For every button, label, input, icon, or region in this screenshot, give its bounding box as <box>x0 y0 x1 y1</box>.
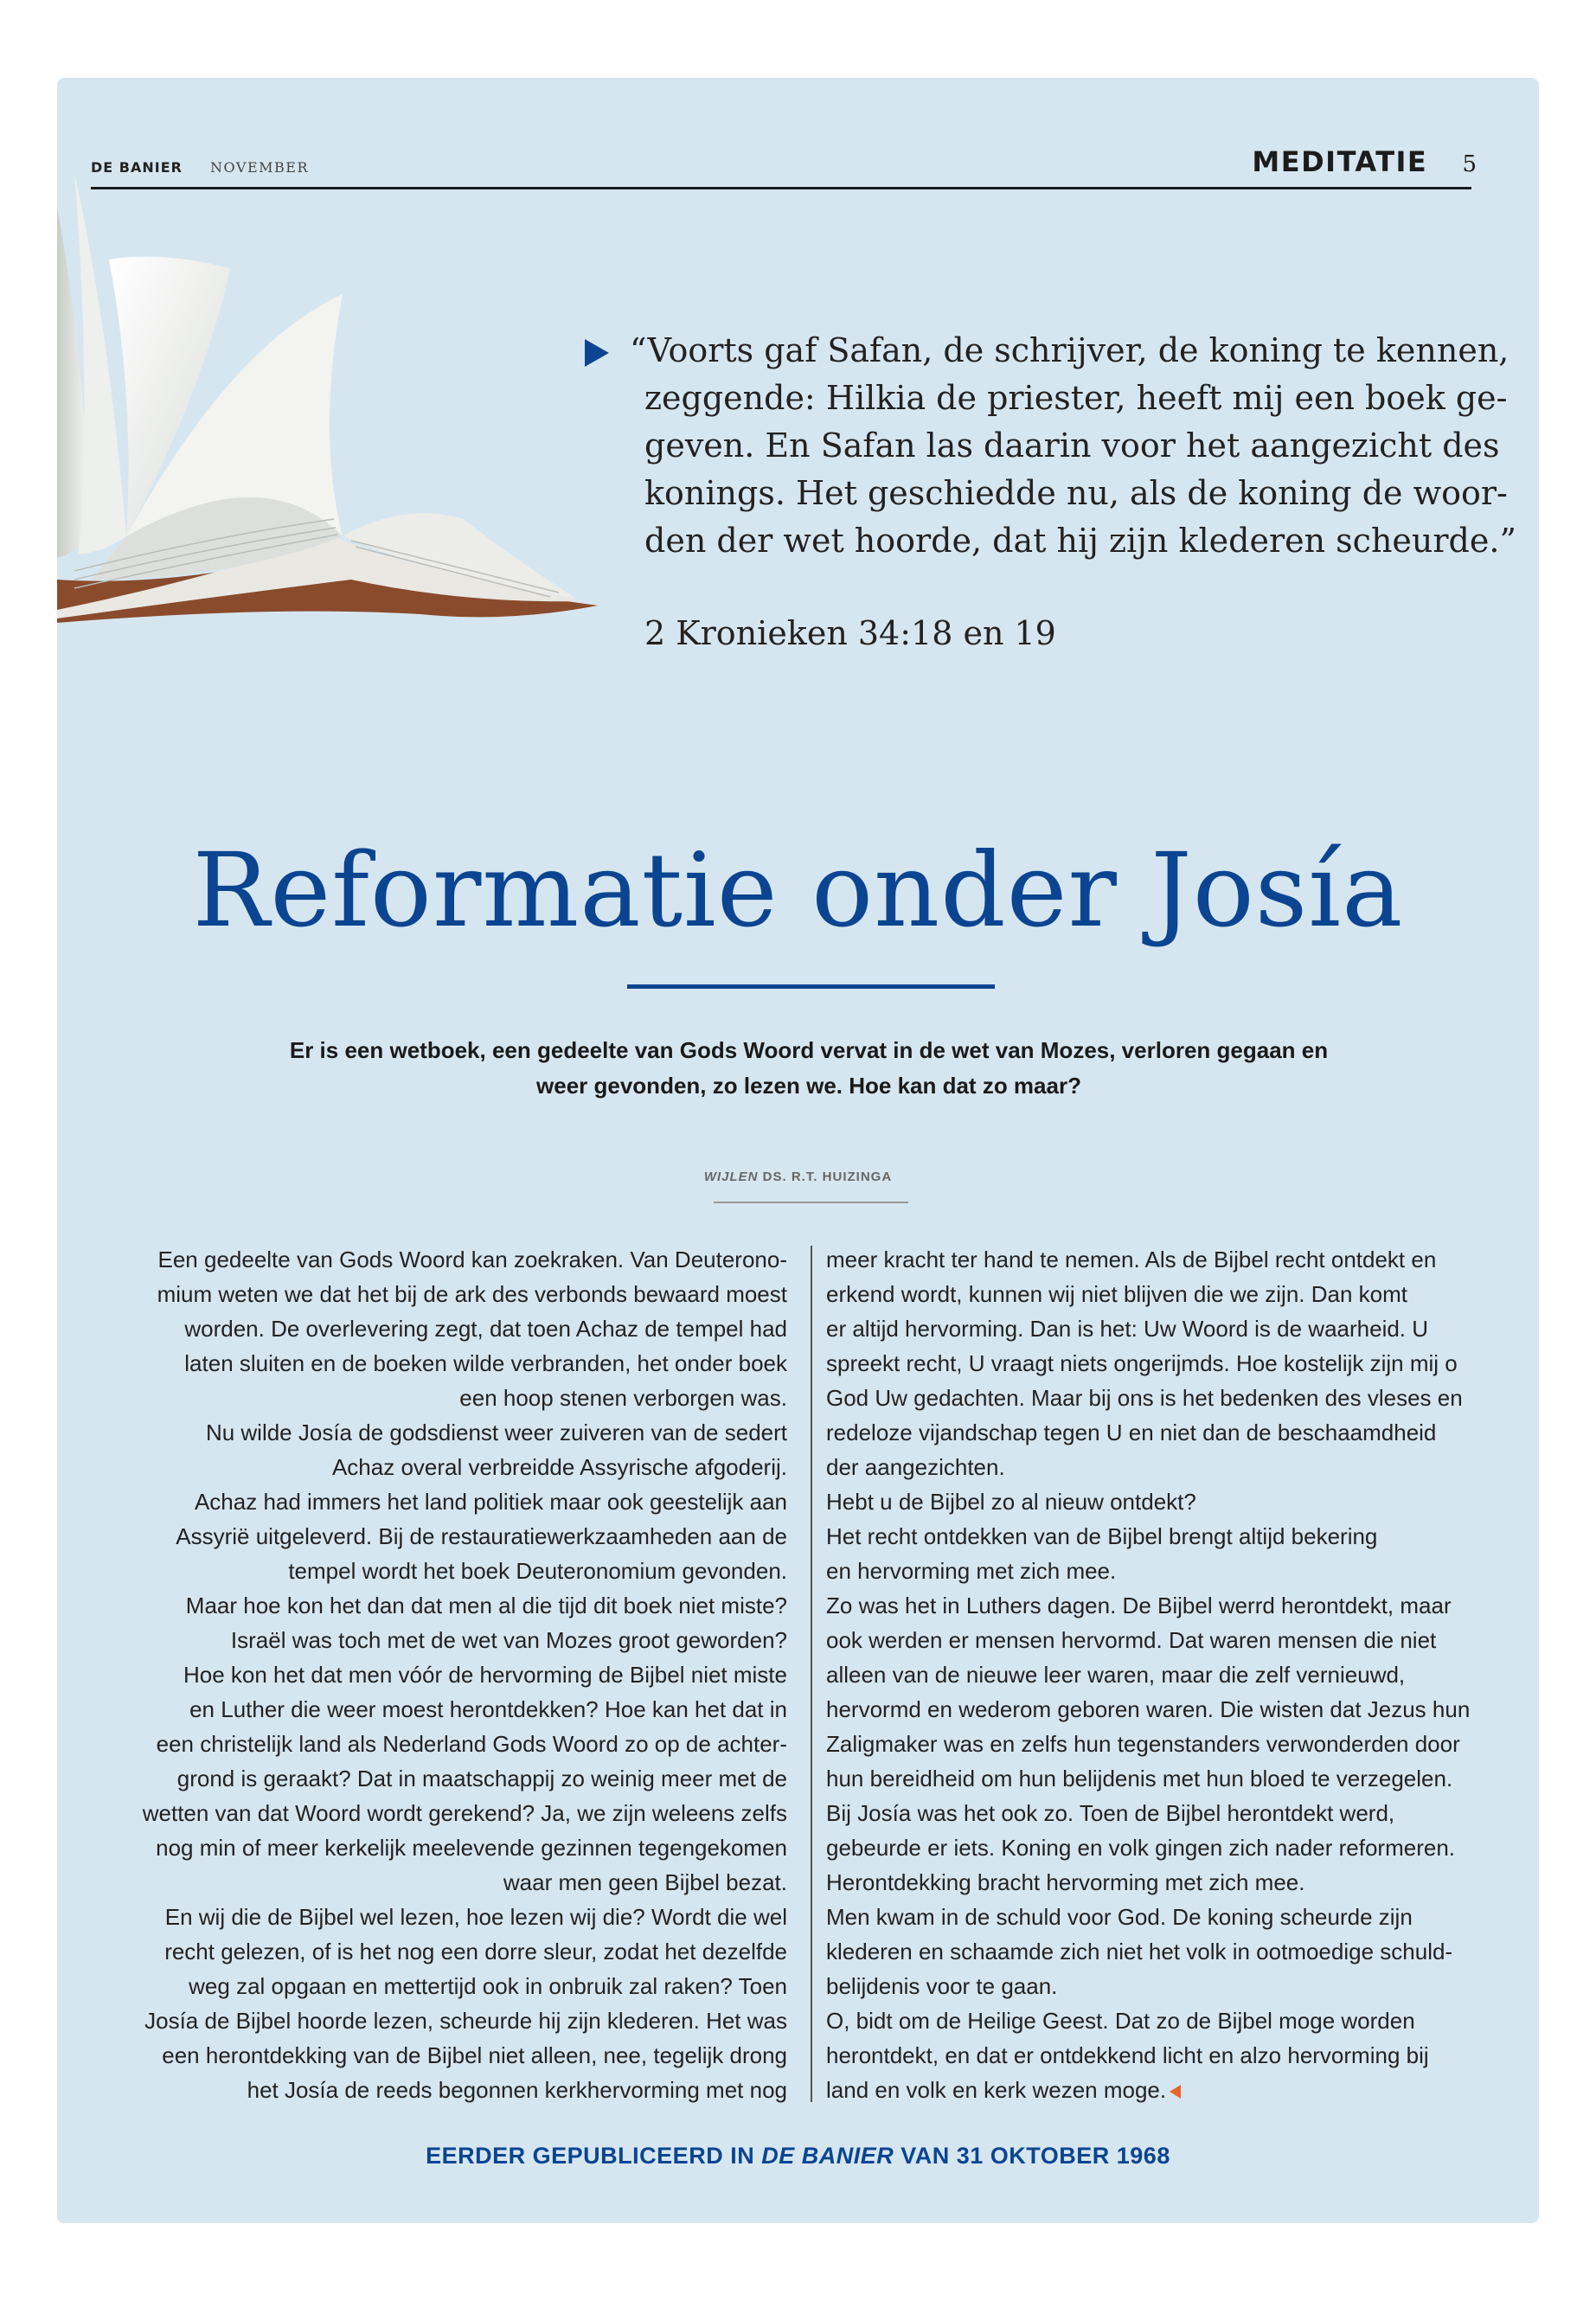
publication-name: DE BANIER <box>91 159 183 176</box>
body-line: Israël was toch met de wet van Mozes groot geworden? <box>230 1627 787 1653</box>
body-line: recht gelezen, of is het nog een dorre sleur, zodat het dezelfde <box>164 1939 787 1965</box>
body-line: ook werden er mensen hervormd. Dat waren mensen die niet <box>826 1627 1437 1653</box>
body-line-last-text: land en volk en kerk wezen moge. <box>826 2077 1167 2103</box>
scripture-quote <box>630 327 1516 565</box>
body-line: waar men geen Bijbel bezat. <box>503 1869 787 1895</box>
body-line: mium weten we dat het bij de ark des verbonds bewaard moest <box>157 1281 787 1307</box>
play-triangle-icon <box>585 339 609 367</box>
body-line: klederen en schaamde zich niet het volk in ootmoedige schuld- <box>826 1939 1453 1965</box>
body-line: Achaz had immers het land politiek maar ook geestelijk aan <box>194 1489 787 1515</box>
body-line: wetten van dat Woord wordt gerekend? Ja, we zijn weleens zelfs <box>142 1800 787 1826</box>
body-line: Hebt u de Bijbel zo al nieuw ontdekt? <box>826 1489 1196 1515</box>
byline-author: DS. R.T. HUIZINGA <box>762 1170 893 1184</box>
body-line: Zo was het in Luthers dagen. De Bijbel werrd herontdekt, maar <box>826 1593 1452 1618</box>
note-prefix: EERDER GEPUBLICEERD IN <box>426 2143 762 2169</box>
body-line: Bij Josía was het ook zo. Toen de Bijbel herontdekt werd, <box>826 1800 1395 1826</box>
body-line: nog min of meer kerkelijk meelevende gezinnen tegengekomen <box>156 1835 787 1861</box>
body-line: hervormd en wederom geboren waren. Die wisten dat Jezus hun <box>826 1696 1471 1722</box>
body-line: Herontdekking bracht hervorming met zich mee. <box>826 1869 1305 1895</box>
body-line: God Uw gedachten. Maar bij ons is het bedenken des vleses en <box>826 1385 1463 1411</box>
body-line: worden. De overlevering zegt, dat toen Achaz de tempel had <box>184 1316 787 1342</box>
body-line: gebeurde er iets. Koning en volk gingen zich nader reformeren. <box>826 1835 1455 1861</box>
body-line: een christelijk land als Nederland Gods Woord zo op de achter- <box>156 1731 787 1757</box>
quote-line: zeggende: Hilkia de priester, heeft mij een boek ge- <box>644 379 1508 417</box>
lead-line: weer gevonden, zo lezen we. Hoe kan dat zo maar? <box>536 1073 1081 1099</box>
end-of-article-icon <box>1170 2085 1181 2099</box>
body-column-right <box>826 1242 1518 2107</box>
body-line: En wij die de Bijbel wel lezen, hoe lezen wij die? Wordt die wel <box>164 1904 787 1930</box>
quote-line: konings. Het geschiedde nu, als de koning de woor- <box>644 474 1508 512</box>
body-line: een herontdekking van de Bijbel niet alleen, nee, tegelijk drong <box>162 2042 787 2068</box>
body-line: Hoe kon het dat men vóór de hervorming de Bijbel niet miste <box>183 1662 787 1688</box>
publication-note <box>57 2143 1539 2170</box>
body-line: grond is geraakt? Dat in maatschappij zo weinig meer met de <box>176 1766 787 1791</box>
body-line: Zaligmaker was en zelfs hun tegenstanders verwonderden door <box>826 1731 1460 1757</box>
body-line: weg zal opgaan en mettertijd ook in onbruik zal raken? Toen <box>189 1973 787 1999</box>
body-line: Assyrië uitgeleverd. Bij de restauratiewerkzaamheden aan de <box>176 1523 787 1549</box>
quote-line: geven. En Safan las daarin voor het aangezicht des <box>644 426 1500 465</box>
body-line: Josía de Bijbel hoorde lezen, scheurde hij zijn klederen. Het was <box>144 2008 787 2034</box>
body-line: Maar hoe kon het dan dat men al die tijd dit boek niet miste? <box>185 1593 787 1618</box>
body-line: meer kracht ter hand te nemen. Als de Bijbel recht ontdekt en <box>826 1247 1437 1272</box>
page-number: 5 <box>1462 151 1477 177</box>
byline-rule <box>714 1202 908 1203</box>
page-header-right <box>1252 145 1477 178</box>
body-line: der aangezichten. <box>826 1454 1005 1480</box>
body-line: laten sluiten en de boeken wilde verbranden, het onder boek <box>184 1350 787 1376</box>
note-suffix: VAN 31 OKTOBER 1968 <box>894 2143 1170 2169</box>
quote-line: “Voorts gaf Safan, de schrijver, de koning te kennen, <box>630 331 1509 369</box>
scripture-reference: 2 Kronieken 34:18 en 19 <box>644 614 1056 652</box>
issue-month: NOVEMBER <box>210 159 309 176</box>
body-line: alleen van de nieuwe leer waren, maar die zelf vernieuwd, <box>826 1662 1406 1688</box>
body-line-last <box>826 2073 1518 2107</box>
body-line: Een gedeelte van Gods Woord kan zoekraken. Van Deuterono- <box>157 1247 787 1272</box>
body-line: belijdenis voor te gaan. <box>826 1973 1058 1999</box>
byline <box>57 1170 1539 1184</box>
body-line: hun bereidheid om hun belijdenis met hun bloed te verzegelen. <box>826 1766 1453 1791</box>
open-book-illustration <box>57 173 611 640</box>
quote-line: den der wet hoorde, dat hij zijn klederen scheurde.” <box>644 522 1516 560</box>
body-line: Het recht ontdekken van de Bijbel brengt altijd bekering <box>826 1523 1378 1549</box>
title-rule <box>627 984 995 989</box>
body-column-left <box>104 1242 787 2107</box>
lead-line: Er is een wetboek, een gedeelte van Gods Woord vervat in de wet van Mozes, verloren gegaan en <box>289 1037 1329 1063</box>
body-line: O, bidt om de Heilige Geest. Dat zo de Bijbel moge worden <box>826 2008 1415 2034</box>
article-lead <box>190 1033 1427 1104</box>
byline-prefix: WIJLEN <box>703 1170 759 1184</box>
body-line: het Josía de reeds begonnen kerkhervorming met nog <box>247 2077 787 2103</box>
body-line: redeloze vijandschap tegen U en niet dan de beschaamdheid <box>826 1420 1437 1445</box>
section-title: MEDITATIE <box>1252 145 1428 178</box>
body-line: een hoop stenen verborgen was. <box>459 1385 787 1411</box>
body-line: er altijd hervorming. Dan is het: Uw Woord is de waarheid. U <box>826 1316 1429 1342</box>
body-line: en hervorming met zich mee. <box>826 1558 1117 1584</box>
body-line: spreekt recht, U vraagt niets ongerijmds. Hoe kostelijk zijn mij o <box>826 1350 1458 1376</box>
body-line: Men kwam in de schuld voor God. De koning scheurde zijn <box>826 1904 1413 1930</box>
column-divider <box>811 1246 812 2102</box>
body-line: erkend wordt, kunnen wij niet blijven die we zijn. Dan komt <box>826 1281 1408 1307</box>
article-title: Reformatie onder Josía <box>192 830 1404 950</box>
body-line: tempel wordt het boek Deuteronomium gevonden. <box>288 1558 787 1584</box>
body-line: en Luther die weer moest herontdekken? Hoe kan het dat in <box>189 1696 787 1722</box>
body-line: Achaz overal verbreidde Assyrische afgoderij. <box>331 1454 787 1480</box>
note-publication: DE BANIER <box>761 2143 894 2169</box>
body-line: Nu wilde Josía de godsdienst weer zuiveren van de sedert <box>205 1420 787 1445</box>
body-line: herontdekt, en dat er ontdekkend licht en alzo hervorming bij <box>826 2042 1429 2068</box>
